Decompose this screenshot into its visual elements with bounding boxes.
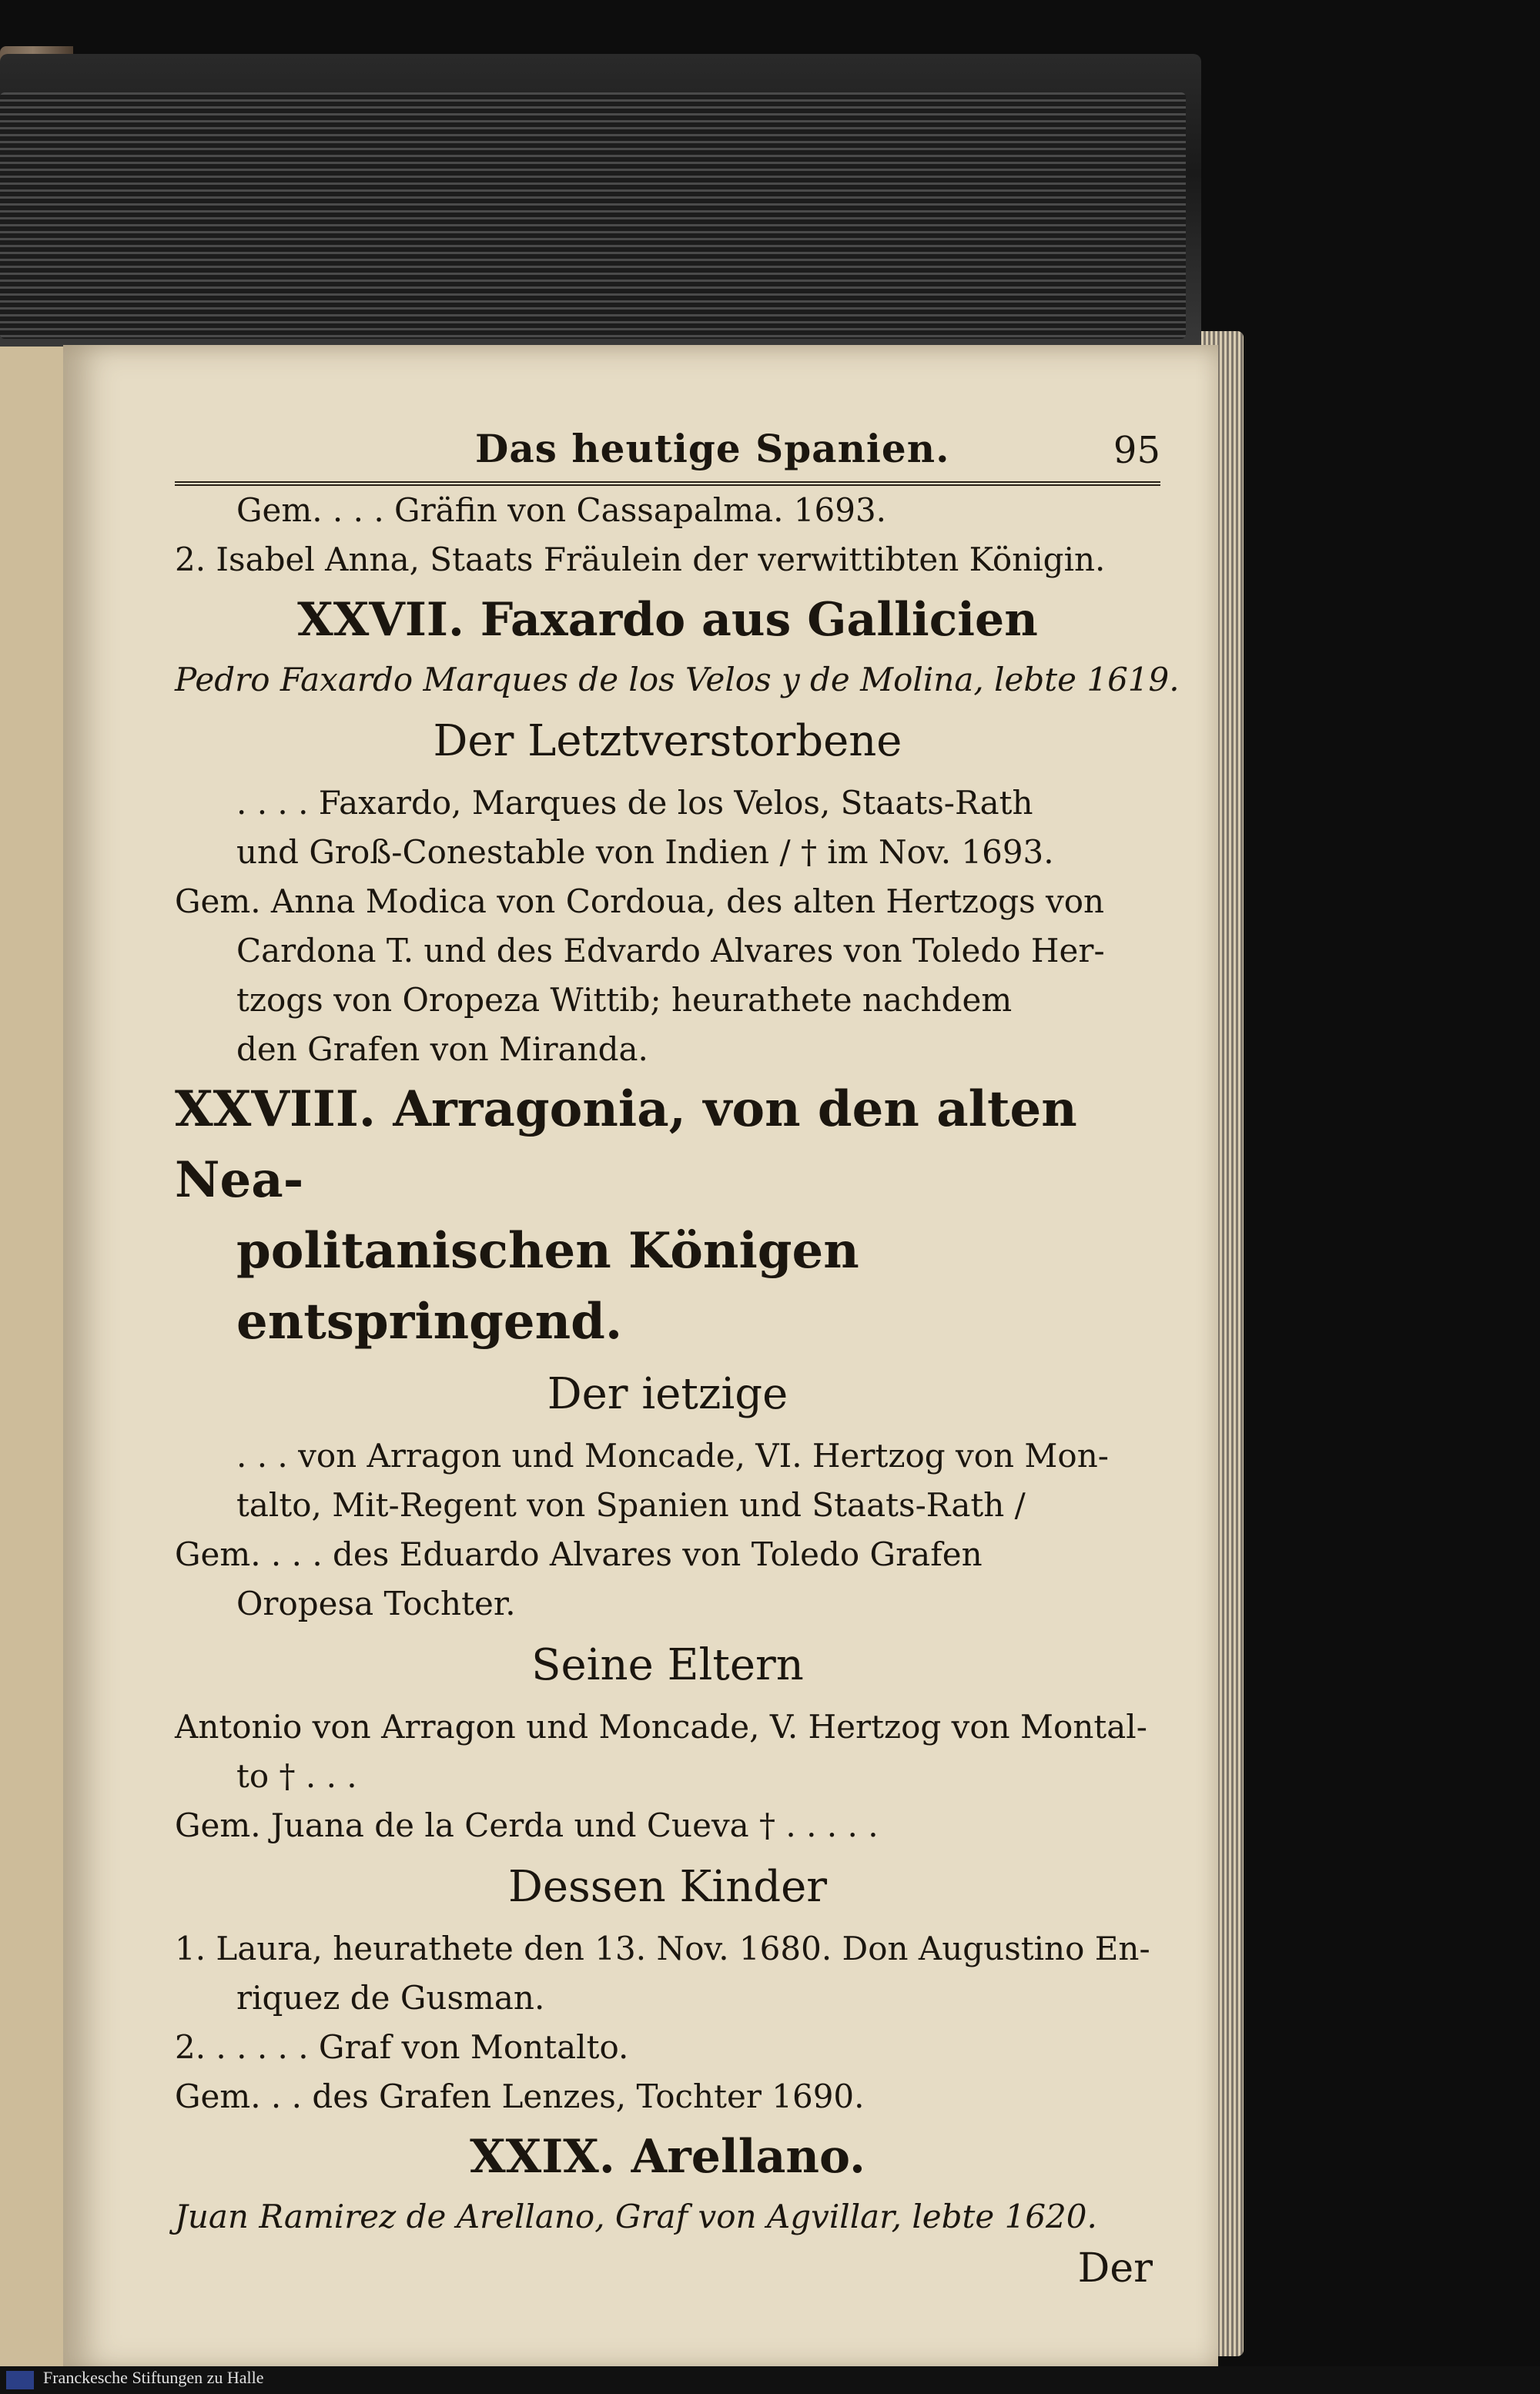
page-content xyxy=(175,418,1180,2295)
text-line: to † . . . xyxy=(236,1757,357,1795)
text-line: Oropesa Tochter. xyxy=(236,1585,516,1622)
text-line: riquez de Gusman. xyxy=(236,1979,545,2017)
text-line: den Grafen von Miranda. xyxy=(236,1030,648,1068)
text-line: und Groß-Conestable von Indien / † im Nov. 1693. xyxy=(236,833,1054,871)
footer-institution: Franckesche Stiftungen zu Halle xyxy=(43,2368,264,2387)
text-line: Cardona T. und des Edvardo Alvares von Toledo Her- xyxy=(236,932,1105,969)
text-line: talto, Mit-Regent von Spanien und Staats-Rath / xyxy=(236,1486,1026,1524)
text-line: . . . . Faxardo, Marques de los Velos, Staats-Rath xyxy=(236,784,1033,822)
section-heading-xxix: XXIX. Arellano. xyxy=(470,2130,865,2184)
institution-logo-icon xyxy=(6,2371,34,2389)
text-line: Juan Ramirez de Arellano, Graf von Agvillar, lebte 1620. xyxy=(175,2198,1097,2235)
facing-page-edge xyxy=(0,347,63,2368)
text-line: Gem. Juana de la Cerda und Cueva † . . . . . xyxy=(175,1806,879,1844)
section-heading-xxviii-cont: politanischen Königen entspringend. xyxy=(236,1222,859,1351)
text-line: Gem. Anna Modica von Cordoua, des alten Hertzogs von xyxy=(175,882,1105,920)
text-line: Pedro Faxardo Marques de los Velos y de Molina, lebte 1619. xyxy=(175,661,1180,698)
section-heading-xxvii: XXVII. Faxardo aus Gallicien xyxy=(297,593,1038,647)
text-line: 1. Laura, heurathete den 13. Nov. 1680. Don Augustino En- xyxy=(175,1930,1150,1967)
subheading: Der Letztverstorbene xyxy=(433,716,902,766)
text-line: Gem. . . . des Eduardo Alvares von Toledo Grafen xyxy=(175,1535,983,1573)
subheading: Der ietzige xyxy=(547,1369,788,1419)
text-line: 2. Isabel Anna, Staats Fräulein der verwittibten Königin. xyxy=(175,541,1106,578)
section-heading-xxviii: XXVIII. Arragonia, von den alten Nea- xyxy=(175,1080,1077,1209)
text-line: 2. . . . . . Graf von Montalto. xyxy=(175,2028,629,2066)
subheading: Seine Eltern xyxy=(531,1640,804,1690)
text-line: . . . von Arragon und Moncade, VI. Hertzog von Mon- xyxy=(236,1437,1109,1475)
page-header xyxy=(175,418,1160,486)
page-stack xyxy=(0,92,1186,339)
text-line: Gem. . . . Gräfin von Cassapalma. 1693. xyxy=(236,491,887,529)
text-line: tzogs von Oropeza Wittib; heurathete nachdem xyxy=(236,981,1013,1019)
text-line: Antonio von Arragon und Moncade, V. Hertzog von Montal- xyxy=(175,1708,1147,1746)
page-number: 95 xyxy=(1113,429,1160,472)
text-line: Gem. . . des Grafen Lenzes, Tochter 1690. xyxy=(175,2078,865,2115)
catchword: Der xyxy=(1077,2245,1153,2292)
subheading: Dessen Kinder xyxy=(507,1862,828,1912)
book-page xyxy=(63,345,1218,2372)
running-head: Das heutige Spanien. xyxy=(475,426,950,471)
footer-bar xyxy=(0,2366,1540,2394)
